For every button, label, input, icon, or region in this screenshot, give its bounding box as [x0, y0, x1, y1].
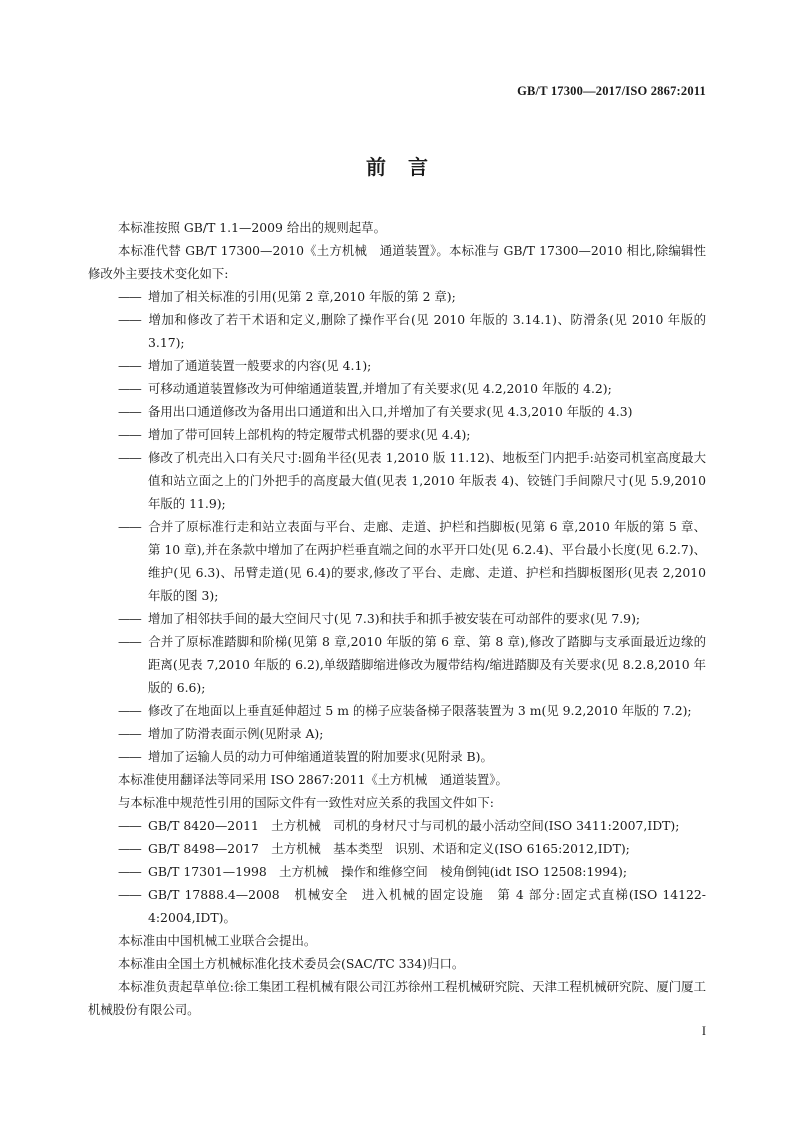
page-title: 前言: [366, 155, 450, 179]
paragraph: 本标准负责起草单位:徐工集团工程机械有限公司江苏徐州工程机械研究院、天津工程机械研究院、厦门厦工机械股份有限公司。: [88, 979, 706, 1017]
list-item: —— 增加了运输人员的动力可伸缩通道装置的附加要求(见附录 B)。: [118, 745, 706, 768]
list-item: —— GB/T 8498—2017 土方机械 基本类型 识别、术语和定义(ISO 6165:2012,IDT);: [118, 837, 706, 860]
list-item: —— 合并了原标准行走和站立表面与平台、走廊、走道、护栏和挡脚板(见第 6 章,2010 年版的第 5 章、第 10 章),并在条款中增加了在两护栏垂直端之间的水平开口处(见 6.2.4)、平台最小长度(见 6.2.7)、维护(见 6.3)、吊臂走道(见 6.4)的要求,修改了平台、走廊、走道、护栏和挡脚板图形(见表 2,2010 年版的图 3);: [118, 515, 706, 607]
list-item: —— GB/T 8420—2011 土方机械 司机的身材尺寸与司机的最小活动空间(ISO 3411:2007,IDT);: [118, 814, 706, 837]
list-item: —— 增加和修改了若干术语和定义,删除了操作平台(见 2010 年版的 3.14.1)、防滑条(见 2010 年版的 3.17);: [118, 308, 706, 354]
list-item: —— 增加了防滑表面示例(见附录 A);: [118, 722, 706, 745]
list-item: —— 增加了相邻扶手间的最大空间尺寸(见 7.3)和扶手和抓手被安装在可动部件的要求(见 7.9);: [118, 607, 706, 630]
paragraph: 本标准由全国土方机械标准化技术委员会(SAC/TC 334)归口。: [118, 956, 465, 971]
list-item: —— 修改了机壳出入口有关尺寸:圆角半径(见表 1,2010 版 11.12)、地板至门内把手:站姿司机室高度最大值和站立面之上的门外把手的高度最大值(见表 1,2010 年版表 4)、铰链门手间隙尺寸(见 5.9,2010 年版的 11.9);: [118, 446, 706, 515]
paragraph: 本标准由中国机械工业联合会提出。: [118, 933, 317, 948]
list-item: —— 备用出口通道修改为备用出口通道和出入口,并增加了有关要求(见 4.3,2010 年版的 4.3): [118, 400, 706, 423]
list-item: —— 增加了相关标准的引用(见第 2 章,2010 年版的第 2 章);: [118, 285, 706, 308]
standard-code: GB/T 17300—2017/ISO 2867:2011: [517, 84, 706, 98]
paragraph: 本标准代替 GB/T 17300—2010《土方机械 通道装置》。本标准与 GB/T 17300—2010 相比,除编辑性修改外主要技术变化如下:: [88, 243, 706, 281]
list-item: —— 增加了带可回转上部机构的特定履带式机器的要求(见 4.4);: [118, 423, 706, 446]
paragraph: 本标准按照 GB/T 1.1—2009 给出的规则起草。: [118, 220, 386, 235]
page-number: I: [701, 1024, 706, 1038]
list-item: —— GB/T 17888.4—2008 机械安全 进入机械的固定设施 第 4 部分:固定式直梯(ISO 14122-4:2004,IDT)。: [118, 883, 706, 929]
paragraph: 本标准使用翻译法等同采用 ISO 2867:2011《土方机械 通道装置》。: [118, 772, 508, 787]
paragraph: 与本标准中规范性引用的国际文件有一致性对应关系的我国文件如下:: [118, 795, 494, 810]
foreword-body: [88, 216, 706, 1021]
list-item: —— GB/T 17301—1998 土方机械 操作和维修空间 棱角倒钝(idt ISO 12508:1994);: [118, 860, 706, 883]
list-item: —— 增加了通道装置一般要求的内容(见 4.1);: [118, 354, 706, 377]
list-item: —— 可移动通道装置修改为可伸缩通道装置,并增加了有关要求(见 4.2,2010 年版的 4.2);: [118, 377, 706, 400]
list-item: —— 合并了原标准踏脚和阶梯(见第 8 章,2010 年版的第 6 章、第 8 章),修改了踏脚与支承面最近边缘的距离(见表 7,2010 年版的 6.2),单级踏脚缩进修改为履带结构/缩进踏脚及有关要求(见 8.2.8,2010 年版的 6.6);: [118, 630, 706, 699]
list-item: —— 修改了在地面以上垂直延伸超过 5 m 的梯子应装备梯子限落装置为 3 m(见 9.2,2010 年版的 7.2);: [118, 699, 706, 722]
